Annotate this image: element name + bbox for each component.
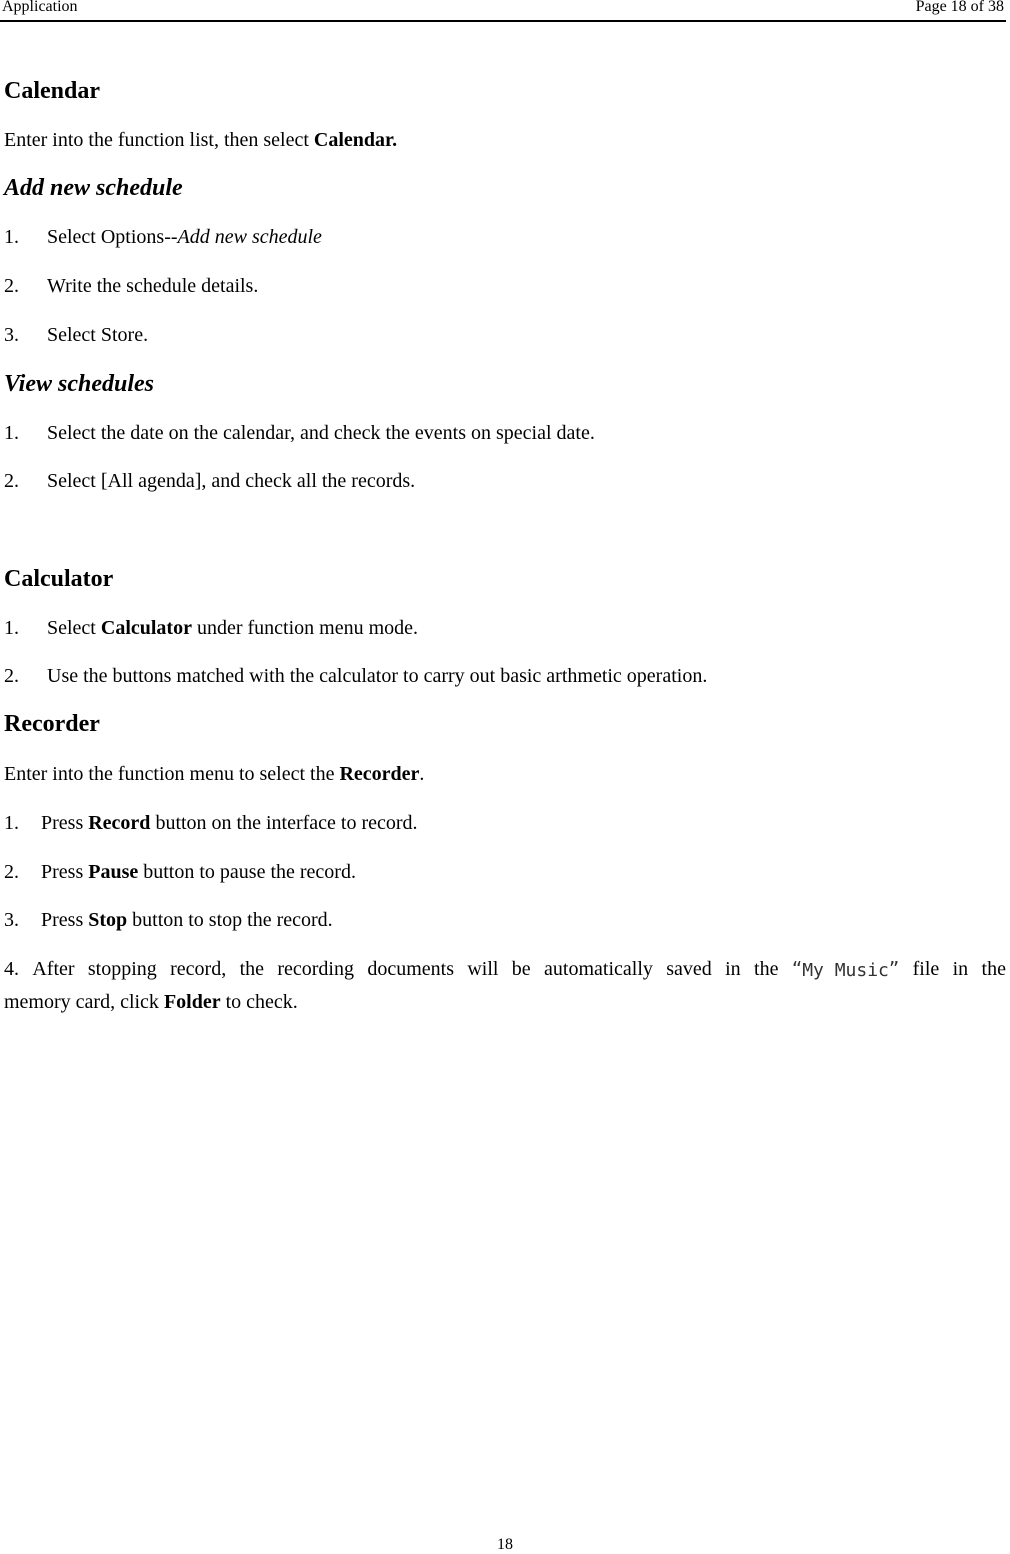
step-text-bold: Folder: [163, 991, 221, 1013]
quoted-folder-name: [792, 957, 899, 983]
step-number: 3.: [4, 909, 19, 931]
step-text: Select Options--: [47, 226, 178, 248]
add-schedule-step-3: [4, 323, 148, 347]
recorder-heading: Recorder: [4, 711, 100, 737]
step-word: file: [912, 958, 940, 980]
page-header: [0, 0, 1006, 22]
step-text: Select [All agenda], and check all the records.: [47, 470, 416, 492]
calendar-intro-text: Enter into the function list, then select: [4, 129, 314, 151]
step-text-italic: Add new schedule: [177, 226, 322, 248]
step-text-bold: Calculator: [100, 617, 192, 639]
step-number: 1.: [4, 226, 19, 248]
step-text: button to pause the record.: [138, 861, 356, 883]
step-text-bold: Pause: [88, 861, 139, 883]
add-schedule-step-2: [4, 274, 258, 298]
step-word: recording: [277, 958, 354, 980]
step-text: under function menu mode.: [191, 617, 419, 639]
step-word: in: [952, 958, 969, 980]
open-quote: “: [791, 957, 803, 981]
recorder-intro-suffix: .: [419, 763, 425, 785]
calculator-step-1: [4, 616, 418, 640]
folder-name: My Music: [802, 960, 889, 981]
step-text: memory card, click: [4, 991, 164, 1013]
add-schedule-heading: Add new schedule: [4, 175, 183, 201]
calculator-heading: Calculator: [4, 566, 114, 592]
recorder-step-1: [4, 811, 418, 835]
recorder-step-4-line-2: [4, 990, 298, 1014]
step-text: Use the buttons matched with the calculator to carry out basic arthmetic operation.: [47, 665, 708, 687]
step-word: saved: [666, 958, 712, 980]
calculator-step-2: [4, 664, 707, 688]
step-word: be: [511, 958, 531, 980]
step-word: stopping: [87, 958, 157, 980]
step-text: Select: [47, 617, 101, 639]
step-word: will: [467, 958, 499, 980]
step-text: Press: [41, 812, 89, 834]
step-word: documents: [367, 958, 454, 980]
step-word: the: [981, 958, 1006, 980]
step-text: Select the date on the calendar, and check the events on special date.: [47, 422, 595, 444]
step-word: record,: [170, 958, 227, 980]
step-text: to check.: [220, 991, 298, 1013]
close-quote: ”: [888, 957, 900, 981]
step-word: the: [754, 958, 779, 980]
step-text: Press: [41, 861, 89, 883]
step-text: button on the interface to record.: [150, 812, 418, 834]
recorder-step-2: [4, 860, 356, 884]
recorder-step-3: [4, 908, 333, 932]
step-word: in: [725, 958, 741, 980]
step-number: 2.: [4, 275, 19, 297]
step-word: the: [239, 958, 264, 980]
step-word: After: [32, 958, 75, 980]
page-footer-number: 18: [497, 1536, 513, 1553]
step-number: 1.: [4, 812, 19, 834]
step-number: 3.: [4, 324, 19, 346]
recorder-step-4-line-1: [4, 957, 1006, 983]
step-word: automatically: [544, 958, 653, 980]
recorder-intro: [4, 762, 424, 786]
step-text: button to stop the record.: [127, 909, 333, 931]
step-text-bold: Record: [88, 812, 151, 834]
view-schedules-step-2: [4, 469, 415, 493]
recorder-intro-bold: Recorder: [339, 763, 420, 785]
header-page-indicator: Page 18 of 38: [915, 0, 1004, 15]
calendar-intro: [4, 128, 397, 152]
view-schedules-heading: View schedules: [4, 371, 155, 397]
step-number: 2.: [4, 665, 19, 687]
header-section-title: Application: [2, 0, 78, 15]
view-schedules-step-1: [4, 421, 595, 445]
step-number: 1.: [4, 422, 19, 444]
recorder-intro-text: Enter into the function menu to select the: [4, 763, 340, 785]
step-number: 2.: [4, 861, 19, 883]
step-number: 1.: [4, 617, 19, 639]
step-text: Write the schedule details.: [47, 275, 259, 297]
calendar-intro-bold: Calendar.: [313, 129, 398, 151]
step-text: Select Store.: [47, 324, 149, 346]
step-number: 2.: [4, 470, 19, 492]
step-text: Press: [41, 909, 89, 931]
step-number: 4.: [4, 958, 19, 980]
step-text-bold: Stop: [88, 909, 128, 931]
add-schedule-step-1: [4, 225, 322, 249]
calendar-heading: Calendar: [4, 78, 100, 104]
